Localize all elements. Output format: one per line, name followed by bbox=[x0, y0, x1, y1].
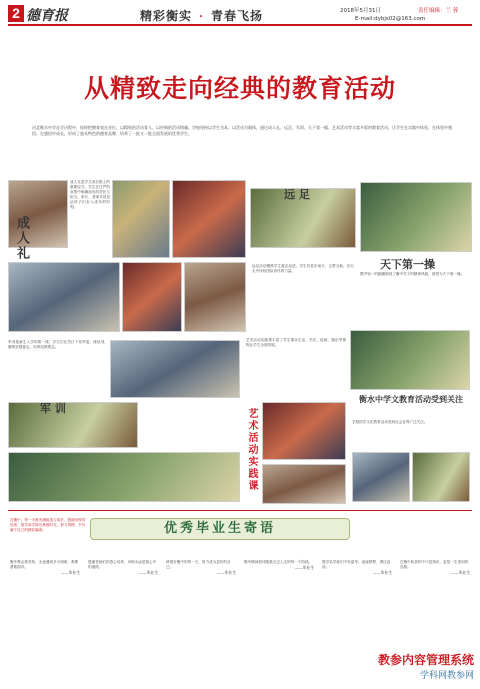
message-author-5: ——毕业生 bbox=[373, 570, 392, 576]
watermark-line2: 学科网教参网 bbox=[419, 671, 474, 681]
message-column-3 bbox=[166, 560, 236, 576]
message-author-4: ——毕业生 bbox=[295, 565, 314, 571]
message-column-6 bbox=[400, 560, 470, 576]
art-text: 艺术活动实践课丰富了学生课余生活，书法、绘画、器乐等课程让学生全面发展。 bbox=[246, 338, 346, 347]
message-text-2: 感谢老师们的悉心培养，母校永远是我心中的港湾。 bbox=[88, 560, 157, 570]
photo-military-1 bbox=[8, 402, 138, 448]
intro-text: 河北衡水中学办学历程中，始终把德育放在首位，以精致的活动育人，以经典的活动铸魂。学校坚持以学生为本，以活动为载体，通过成人礼、远足、军训、天下第一操、艺术活动等丰富多彩的教育活动，让学生在实践中体验、在体验中感悟、在感悟中成长，形成了独具特色的德育品牌，培养了一批又一批全面发展的优秀学生。 bbox=[32, 125, 452, 136]
coming-of-age-text: 成人礼是学生成长路上的重要仪式，学生在庄严的宣誓中明确肩负的责任与担当，家长、老师共同见证孩子们步入成年的时刻。 bbox=[70, 180, 110, 209]
photo-coming-of-age-3 bbox=[172, 180, 246, 258]
message-text-5: 愿学弟学妹们不负韶华，追逐梦想，勇往直前。 bbox=[322, 560, 391, 570]
photo-art-1 bbox=[262, 402, 346, 460]
message-text-4: 衡中精神将伴随我走过人生的每一个阶段。 bbox=[244, 560, 313, 564]
photo-culture-2 bbox=[412, 452, 470, 502]
section-title-coming-of-age: 成人礼 bbox=[14, 216, 29, 261]
message-column-5 bbox=[322, 560, 392, 576]
message-author-2: ——毕业生 bbox=[139, 570, 158, 576]
section-title-military: 军 训 bbox=[40, 402, 66, 415]
photo-culture-1 bbox=[352, 452, 410, 502]
watermark bbox=[378, 651, 474, 681]
editor-email: E-mail:dybjs02@163.com bbox=[355, 16, 426, 22]
military-text: 军训是新生入学的第一课，学生们在烈日下站军姿、练队列，磨炼坚强意志，培养纪律观念。 bbox=[8, 340, 108, 349]
slogan-left: 精彩衡实 bbox=[140, 9, 193, 23]
watermark-line1: 教参内容管理系统 bbox=[377, 653, 474, 667]
page-number: 2 bbox=[8, 5, 24, 22]
main-title: 从精致走向经典的教育活动 bbox=[83, 74, 396, 103]
editor-credit: 责任编辑：兰 蓉 bbox=[418, 8, 459, 14]
photo-coming-of-age-6 bbox=[184, 262, 246, 332]
message-text-3: 珍惜在衡中的每一天，努力成为更好的自己。 bbox=[166, 560, 231, 570]
message-column-4 bbox=[244, 560, 314, 571]
message-text-1: 衡中教会我坚持，无论遇到多少困难，都要勇敢面对。 bbox=[10, 560, 79, 570]
photo-art-2 bbox=[262, 464, 346, 504]
header-divider bbox=[8, 24, 472, 26]
photo-exercise-1 bbox=[360, 182, 472, 252]
section-title-culture: 衡水中学文教育活动受到关注 bbox=[359, 394, 463, 404]
section-divider bbox=[8, 510, 472, 511]
photo-coming-of-age-2 bbox=[112, 180, 170, 258]
message-author-1: ——毕业生 bbox=[61, 570, 80, 576]
message-text-6: 在衡中收获的不只是知识，更是一生受用的品格。 bbox=[400, 560, 469, 570]
photo-military-3 bbox=[8, 452, 240, 502]
section-title-hike: 远 足 bbox=[284, 188, 310, 201]
newspaper-brand: 德育报 bbox=[26, 8, 68, 24]
photo-coming-of-age-5 bbox=[122, 262, 182, 332]
message-author-6: ——毕业生 bbox=[451, 570, 470, 576]
message-author-3: ——毕业生 bbox=[217, 570, 236, 576]
issue-date: 2018年5月31日 bbox=[340, 8, 381, 14]
slogan-right: 青春飞扬 bbox=[211, 9, 264, 23]
messages-intro: 在衡中，每一天都充满挑战与成长，感谢母校的培养，愿学弟学妹们珍惜时光，努力拼搏，书写属于自己的精彩篇章。 bbox=[10, 518, 86, 533]
photo-military-2 bbox=[110, 340, 240, 398]
photo-coming-of-age-4 bbox=[8, 262, 120, 332]
message-column-1 bbox=[10, 560, 80, 576]
messages-banner-title: 优秀毕业生寄语 bbox=[163, 521, 276, 536]
section-title-art: 艺术活动实践课 bbox=[246, 408, 257, 492]
header-slogan: 精彩衡实 · 青春飞扬 bbox=[140, 9, 264, 23]
culture-text: 学校国学文化教育活动受到社会各界广泛关注。 bbox=[352, 420, 428, 424]
photo-art-3 bbox=[350, 330, 470, 390]
first-exercise-text: 整齐划一的跑操展现了衡中学子的精神风貌，被誉为天下第一操。 bbox=[360, 272, 465, 276]
section-title-first-exercise: 天下第一操 bbox=[380, 258, 435, 271]
hike-text: 远足活动锻炼学生意志品质，学生们徒步前行，互帮互助，在行走中体验团队协作的力量。 bbox=[252, 264, 354, 273]
message-column-2 bbox=[88, 560, 158, 576]
